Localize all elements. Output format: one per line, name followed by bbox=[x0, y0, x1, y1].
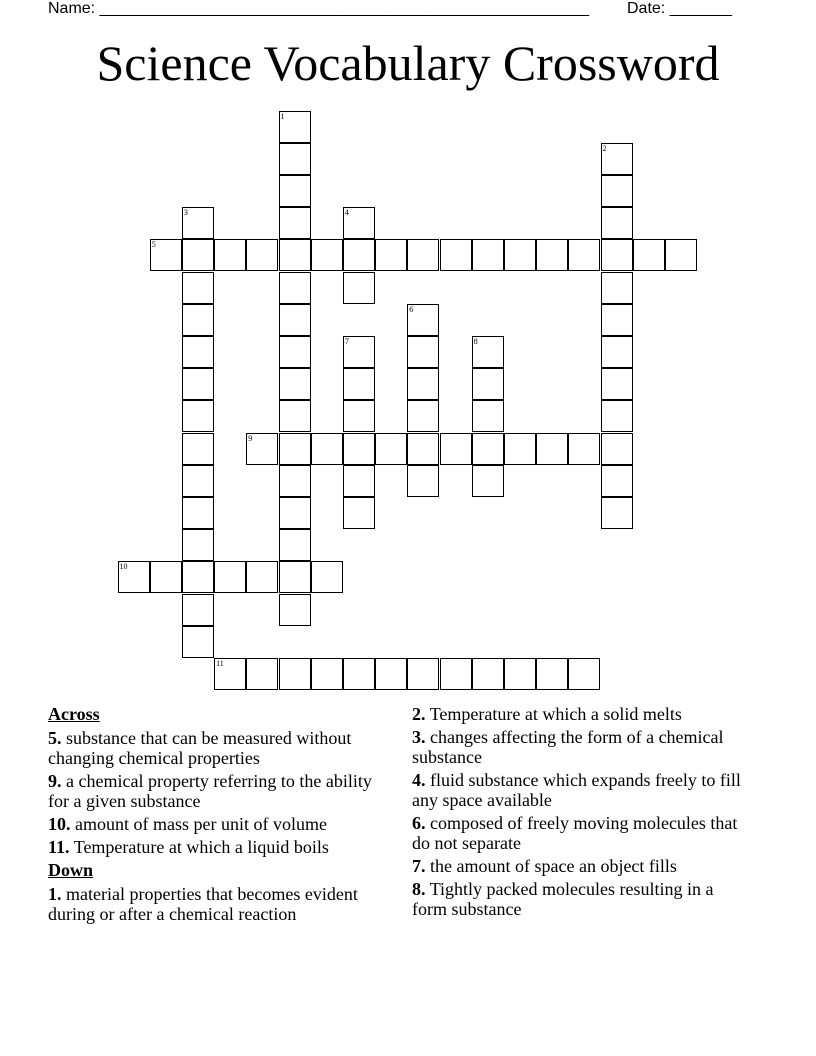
clue-number: 5 bbox=[151, 240, 156, 250]
grid-cell[interactable] bbox=[214, 658, 246, 690]
grid-cell[interactable] bbox=[182, 207, 214, 239]
grid-cell[interactable] bbox=[182, 433, 214, 465]
name-field[interactable]: Name: _______________________________________________________ bbox=[48, 0, 589, 17]
grid-cell[interactable] bbox=[182, 529, 214, 561]
down-heading: Down bbox=[48, 860, 94, 880]
clue-down-3: 3. changes affecting the form of a chemical substance bbox=[412, 727, 724, 767]
clue-number: 7 bbox=[344, 336, 349, 346]
grid-cell[interactable] bbox=[279, 658, 311, 690]
clue-number: 1 bbox=[280, 111, 285, 121]
grid-cell[interactable] bbox=[601, 239, 633, 271]
grid-cell[interactable] bbox=[375, 433, 407, 465]
grid-cell[interactable] bbox=[311, 433, 343, 465]
grid-cell[interactable] bbox=[279, 239, 311, 271]
clue-across-11: 11. Temperature at which a liquid boils bbox=[48, 837, 329, 857]
grid-cell[interactable] bbox=[246, 561, 278, 593]
grid-cell[interactable] bbox=[343, 207, 375, 239]
clue-across-10: 10. amount of mass per unit of volume bbox=[48, 814, 327, 834]
grid-cell[interactable] bbox=[375, 239, 407, 271]
grid-cell[interactable] bbox=[182, 594, 214, 626]
grid-cell[interactable] bbox=[504, 433, 536, 465]
grid-cell[interactable] bbox=[343, 272, 375, 304]
clue-number: 2 bbox=[602, 143, 607, 153]
grid-cell[interactable] bbox=[407, 433, 439, 465]
grid-cell[interactable] bbox=[440, 433, 472, 465]
clue-number: 6 bbox=[409, 304, 414, 314]
grid-cell[interactable] bbox=[182, 368, 214, 400]
grid-cell[interactable] bbox=[472, 336, 504, 368]
grid-cell[interactable] bbox=[568, 239, 600, 271]
grid-cell[interactable] bbox=[279, 433, 311, 465]
grid-cell[interactable] bbox=[279, 143, 311, 175]
page-title: Science Vocabulary Crossword bbox=[96, 35, 720, 91]
grid-cell[interactable] bbox=[279, 207, 311, 239]
clue-number: 10 bbox=[119, 562, 128, 572]
grid-cell[interactable] bbox=[246, 658, 278, 690]
clue-number: 11 bbox=[216, 658, 224, 668]
clue-number: 9 bbox=[248, 433, 253, 443]
grid-cell[interactable] bbox=[279, 465, 311, 497]
grid-cell[interactable] bbox=[279, 175, 311, 207]
grid-cell[interactable] bbox=[311, 561, 343, 593]
grid-cell[interactable] bbox=[343, 658, 375, 690]
clue-number: 4 bbox=[344, 208, 349, 218]
grid-cell[interactable] bbox=[601, 175, 633, 207]
grid-cell[interactable] bbox=[279, 400, 311, 432]
grid-cell[interactable] bbox=[246, 433, 278, 465]
date-field[interactable]: Date: _______ bbox=[627, 0, 732, 17]
grid-cell[interactable] bbox=[214, 561, 246, 593]
grid-cell[interactable] bbox=[182, 497, 214, 529]
grid-cell[interactable] bbox=[601, 143, 633, 175]
grid-cell[interactable] bbox=[118, 561, 150, 593]
clue-across-5: 5. substance that can be measured without changing chemical properties bbox=[48, 728, 352, 768]
grid-cell[interactable] bbox=[343, 336, 375, 368]
grid-cell[interactable] bbox=[407, 400, 439, 432]
grid-cell[interactable] bbox=[633, 239, 665, 271]
grid-cell[interactable] bbox=[279, 304, 311, 336]
clue-down-7: 7. the amount of space an object fills bbox=[412, 856, 677, 876]
clues-column-left bbox=[48, 704, 388, 927]
grid-cell[interactable] bbox=[536, 239, 568, 271]
grid-cell[interactable] bbox=[601, 272, 633, 304]
grid-cell[interactable] bbox=[472, 368, 504, 400]
clue-number: 3 bbox=[183, 208, 188, 218]
clue-down-1: 1. material properties that becomes evident during or after a chemical reaction bbox=[48, 884, 358, 924]
grid-cell[interactable] bbox=[279, 594, 311, 626]
grid-cell[interactable] bbox=[472, 239, 504, 271]
grid-cell[interactable] bbox=[279, 111, 311, 143]
grid-cell[interactable] bbox=[182, 239, 214, 271]
grid-cell[interactable] bbox=[407, 658, 439, 690]
clue-down-2: 2. Temperature at which a solid melts bbox=[412, 704, 682, 724]
across-heading: Across bbox=[48, 704, 100, 724]
grid-cell[interactable] bbox=[343, 368, 375, 400]
grid-cell[interactable] bbox=[343, 497, 375, 529]
grid-cell[interactable] bbox=[601, 465, 633, 497]
grid-cell[interactable] bbox=[407, 336, 439, 368]
grid-cell[interactable] bbox=[150, 561, 182, 593]
grid-cell[interactable] bbox=[279, 561, 311, 593]
grid-cell[interactable] bbox=[182, 465, 214, 497]
clue-down-8: 8. Tightly packed molecules resulting in a form substance bbox=[412, 879, 714, 919]
grid-cell[interactable] bbox=[311, 239, 343, 271]
clues-column-right bbox=[412, 704, 752, 922]
grid-cell[interactable] bbox=[182, 626, 214, 658]
grid-cell[interactable] bbox=[407, 304, 439, 336]
grid-cell[interactable] bbox=[182, 272, 214, 304]
grid-cell[interactable] bbox=[504, 239, 536, 271]
grid-cell[interactable] bbox=[407, 368, 439, 400]
grid-cell[interactable] bbox=[375, 658, 407, 690]
grid-cell[interactable] bbox=[601, 400, 633, 432]
grid-cell[interactable] bbox=[279, 336, 311, 368]
grid-cell[interactable] bbox=[601, 368, 633, 400]
grid-cell[interactable] bbox=[601, 207, 633, 239]
grid-cell[interactable] bbox=[568, 433, 600, 465]
grid-cell[interactable] bbox=[182, 561, 214, 593]
grid-cell[interactable] bbox=[343, 465, 375, 497]
grid-cell[interactable] bbox=[311, 658, 343, 690]
grid-cell[interactable] bbox=[472, 465, 504, 497]
grid-cell[interactable] bbox=[182, 336, 214, 368]
grid-cell[interactable] bbox=[536, 433, 568, 465]
grid-cell[interactable] bbox=[472, 658, 504, 690]
grid-cell[interactable] bbox=[601, 433, 633, 465]
grid-cell[interactable] bbox=[343, 239, 375, 271]
grid-cell[interactable] bbox=[601, 336, 633, 368]
grid-cell[interactable] bbox=[407, 465, 439, 497]
grid-cell[interactable] bbox=[536, 658, 568, 690]
grid-cell[interactable] bbox=[246, 239, 278, 271]
grid-cell[interactable] bbox=[665, 239, 697, 271]
clue-across-9: 9. a chemical property referring to the ability for a given substance bbox=[48, 771, 372, 811]
grid-cell[interactable] bbox=[601, 304, 633, 336]
grid-cell[interactable] bbox=[279, 497, 311, 529]
clue-down-4: 4. fluid substance which expands freely to fill any space available bbox=[412, 770, 741, 810]
grid-cell[interactable] bbox=[279, 529, 311, 561]
grid-cell[interactable] bbox=[407, 239, 439, 271]
grid-cell[interactable] bbox=[343, 400, 375, 432]
grid-cell[interactable] bbox=[472, 400, 504, 432]
grid-cell[interactable] bbox=[440, 658, 472, 690]
grid-cell[interactable] bbox=[279, 272, 311, 304]
clue-down-6: 6. composed of freely moving molecules that do not separate bbox=[412, 813, 738, 853]
grid-cell[interactable] bbox=[440, 239, 472, 271]
grid-cell[interactable] bbox=[214, 239, 246, 271]
grid-cell[interactable] bbox=[150, 239, 182, 271]
grid-cell[interactable] bbox=[343, 433, 375, 465]
grid-cell[interactable] bbox=[182, 400, 214, 432]
grid-cell[interactable] bbox=[504, 658, 536, 690]
grid-cell[interactable] bbox=[601, 497, 633, 529]
clue-number: 8 bbox=[473, 336, 478, 346]
grid-cell[interactable] bbox=[279, 368, 311, 400]
grid-cell[interactable] bbox=[568, 658, 600, 690]
grid-cell[interactable] bbox=[182, 304, 214, 336]
grid-cell[interactable] bbox=[472, 433, 504, 465]
